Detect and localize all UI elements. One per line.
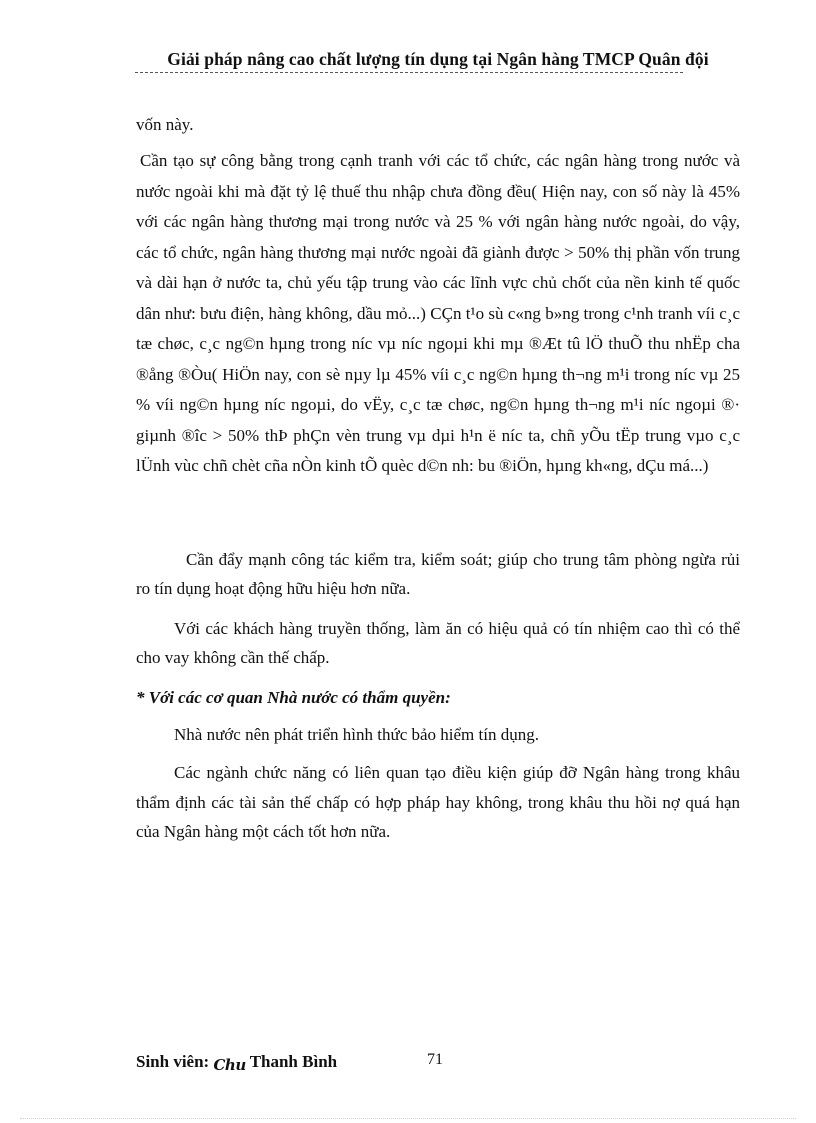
author-name: Thanh Bình: [249, 1052, 338, 1071]
section-heading: [136, 683, 740, 714]
author-label: Sinh viên:: [136, 1052, 210, 1071]
paragraph-text: Với các khách hàng truyền thống, làm ăn có hiệu quả có tín nhiệm cao thì có thể cho vay không cần thế chấp.: [136, 619, 740, 667]
paragraph-text: Nhà nước nên phát triển hình thức bảo hiểm tín dụng.: [174, 725, 539, 744]
author-signature: Chu: [213, 1056, 246, 1074]
paragraph-inspection: [136, 545, 740, 603]
page-number: 71: [427, 1051, 443, 1068]
paragraph-text: Cần đẩy mạnh công tác kiểm tra, kiểm soát; giúp cho trung tâm phòng ngừa rủi ro tín dụng hoạt động hữu hiệu hơn nữa.: [136, 550, 740, 598]
paragraph-text: vốn này.: [136, 115, 194, 134]
section-heading-text: * Với các cơ quan Nhà nước có thẩm quyền:: [136, 688, 451, 707]
paragraph-traditional-customers: [136, 614, 740, 672]
paragraph-text: Các ngành chức năng có liên quan tạo điều kiện giúp đỡ Ngân hàng trong khâu thẩm định các tài sản thế chấp có hợp pháp hay không, trong khâu thu hồi nợ quá hạn của Ngân hàng một cách tốt hơn nữa.: [136, 763, 740, 841]
header-divider: [135, 72, 683, 73]
paragraph-continuation: [136, 110, 740, 141]
paragraph-credit-insurance: [136, 720, 740, 751]
page-header-title: Giải pháp nâng cao chất lượng tín dụng tại Ngân hàng TMCP Quân đội: [167, 49, 709, 69]
paragraph-functional-agencies: [136, 758, 740, 847]
footer-author: [136, 1052, 337, 1072]
paragraph-text: Cần tạo sự công bằng trong cạnh tranh với các tổ chức, các ngân hàng trong nước và nước ngoài khi mà đặt tỷ lệ thuế thu nhập chưa đồng đều( Hiện nay, con số này là 45% với các ngân hàng thương mại trong nước và 25 % với ngân hàng nước ngoài, do vậy, các tổ chức, ngân hàng thương mại nước ngoài đã giành được > 50% thị phần vốn trung và dài hạn ở nước ta, chủ yếu tập trung vào các lĩnh vực chủ chốt của nền kinh tế quốc dân như: bưu điện, hàng không, dầu mỏ...) CÇn t¹o sù c«ng b»ng trong c¹nh tranh víi c¸c tæ chøc, c¸c ng©n hµng trong níc vµ níc ngoµi khi mµ ®Æt tû lÖ thuÕ thu nhËp cha ®ång ®Òu( HiÖn nay, con sè nµy lµ 45% víi c¸c ng©n hµng th¬ng m¹i trong níc vµ 25 % víi ng©n hµng níc ngoµi, do vËy, c¸c tæ chøc, ng©n hµng th¬ng m¹i níc ngoµi ®· giµnh ®îc > 50% thÞ phÇn vèn trung vµ dµi h¹n ë níc ta, chñ yÕu tËp trung vµo c¸c lÜnh vùc chñ chèt cña nÒn kinh tÕ quèc d©n nh: bu ®iÖn, hµng kh«ng, dÇu má...): [136, 151, 740, 475]
bottom-divider: [20, 1118, 796, 1119]
paragraph-fair-competition: [136, 146, 740, 482]
